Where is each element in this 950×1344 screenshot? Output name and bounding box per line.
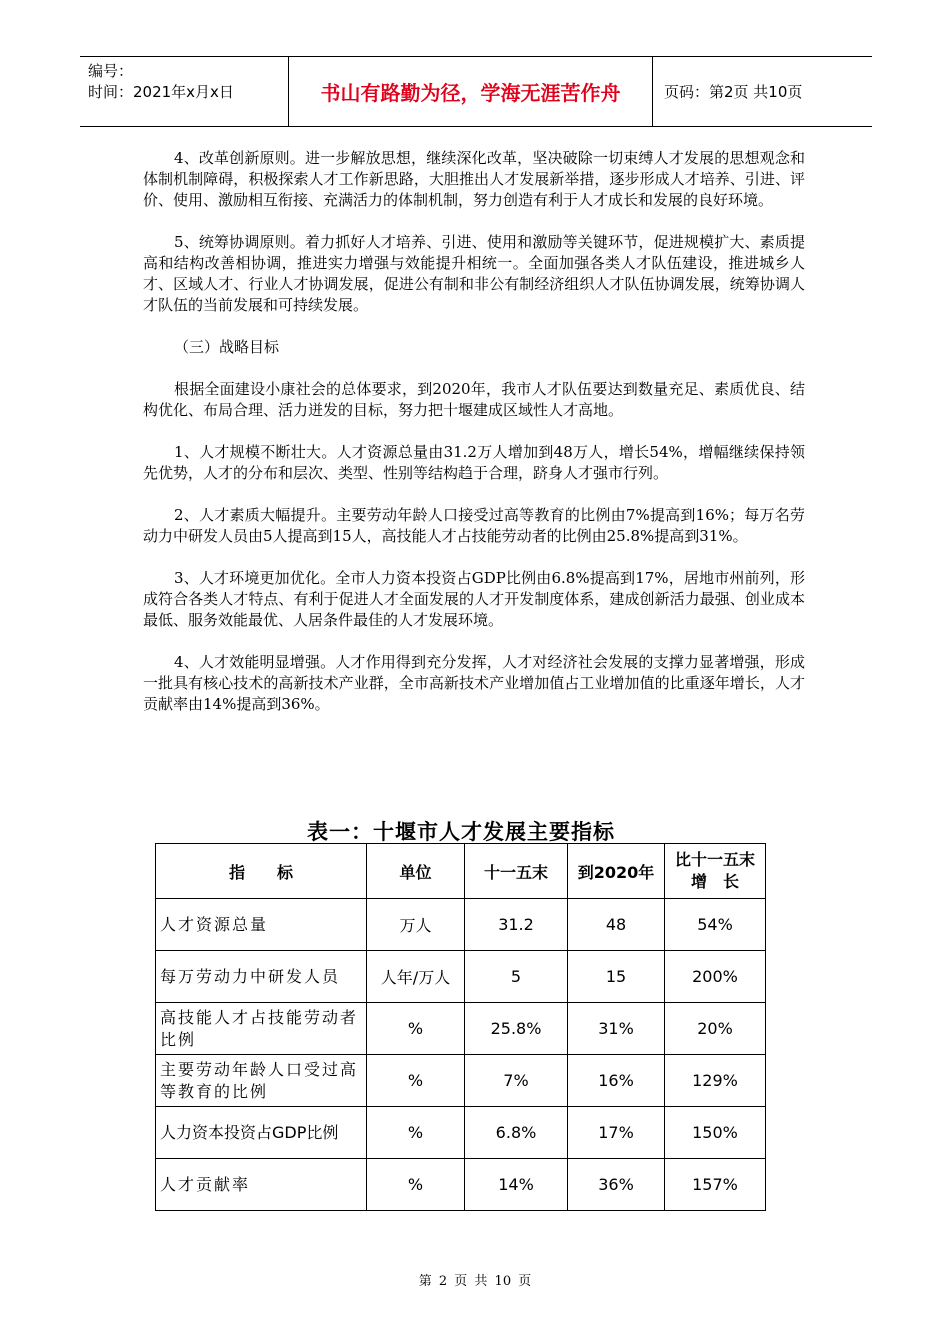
cell-growth: 157% — [665, 1159, 766, 1211]
paragraph: 5、统筹协调原则。着力抓好人才培养、引进、使用和激励等关键环节，促进规模扩大、素质提高和结构改善相协调，推进实力增强与效能提升相统一。全面加强各类人才队伍建设，推进城乡人才、区域人才、行业人才协调发展，促进公有制和非公有制经济组织人才队伍协调发展，统筹协调人才队伍的当前发展和可持续发展。 — [143, 233, 805, 314]
paragraph: 4、改革创新原则。进一步解放思想，继续深化改革，坚决破除一切束缚人才发展的思想观念和体制机制障碍，积极探索人才工作新思路，大胆推出人才发展新举措，逐步形成人才培养、引进、评价、使用、激励相互衔接、充满活力的体制机制，努力创造有利于人才成长和发展的良好环境。 — [143, 149, 805, 209]
paragraph: 1、人才规模不断壮大。人才资源总量由31.2万人增加到48万人，增长54%，增幅继续保持领先优势，人才的分布和层次、类型、性别等结构趋于合理，跻身人才强市行列。 — [143, 443, 805, 482]
cell-growth: 150% — [665, 1107, 766, 1159]
cell-indicator: 每万劳动力中研发人员 — [156, 951, 367, 1003]
cell-baseline: 14% — [465, 1159, 568, 1211]
page-header — [80, 56, 872, 127]
cell-growth: 54% — [665, 899, 766, 951]
table-title: 表一：十堰市人才发展主要指标 — [307, 820, 615, 844]
cell-unit: 人年/万人 — [367, 951, 465, 1003]
cell-indicator: 人力资本投资占GDP比例 — [156, 1107, 367, 1159]
table-row — [156, 899, 766, 951]
cell-target: 31% — [568, 1003, 665, 1055]
col-header-growth: 比十一五末增 长 — [665, 844, 766, 899]
doc-number-label: 编号： — [88, 62, 134, 80]
cell-indicator: 主要劳动年龄人口受过高等教育的比例 — [156, 1055, 367, 1107]
table-row — [156, 1003, 766, 1055]
col-header-unit: 单位 — [367, 844, 465, 899]
paragraph: 3、人才环境更加优化。全市人力资本投资占GDP比例由6.8%提高到17%，居地市州前列，形成符合各类人才特点、有利于促进人才全面发展的人才开发制度体系，建成创新活力最强、创业成本最低、服务效能最优、人居条件最佳的人才发展环境。 — [143, 569, 805, 629]
col-header-baseline: 十一五末 — [465, 844, 568, 899]
table-row — [156, 951, 766, 1003]
cell-target: 16% — [568, 1055, 665, 1107]
page-footer: 第 2 页 共 10 页 — [418, 1274, 532, 1289]
table-row — [156, 1107, 766, 1159]
col-header-target: 到2020年 — [568, 844, 665, 899]
cell-baseline: 7% — [465, 1055, 568, 1107]
col-header-indicator: 指 标 — [156, 844, 367, 899]
indicator-table — [155, 843, 766, 1211]
cell-target: 17% — [568, 1107, 665, 1159]
cell-baseline: 25.8% — [465, 1003, 568, 1055]
doc-time-label: 时间：2021年x月x日 — [88, 83, 234, 101]
table-header-row — [156, 844, 766, 899]
cell-baseline: 5 — [465, 951, 568, 1003]
cell-unit: % — [367, 1107, 465, 1159]
cell-growth: 129% — [665, 1055, 766, 1107]
paragraph: 4、人才效能明显增强。人才作用得到充分发挥，人才对经济社会发展的支撑力显著增强，形成一批具有核心技术的高新技术产业群，全市高新技术产业增加值占工业增加值的比重逐年增长，人才贡献率由14%提高到36%。 — [143, 653, 805, 713]
table-row — [156, 1055, 766, 1107]
paragraph: 根据全面建设小康社会的总体要求，到2020年，我市人才队伍要达到数量充足、素质优良、结构优化、布局合理、活力迸发的目标，努力把十堰建成区域性人才高地。 — [143, 380, 805, 419]
cell-baseline: 31.2 — [465, 899, 568, 951]
cell-unit: 万人 — [367, 899, 465, 951]
table-row — [156, 1159, 766, 1211]
cell-growth: 20% — [665, 1003, 766, 1055]
cell-target: 15 — [568, 951, 665, 1003]
section-heading: （三）战略目标 — [174, 338, 280, 356]
cell-unit: % — [367, 1003, 465, 1055]
paragraph: 2、人才素质大幅提升。主要劳动年龄人口接受过高等教育的比例由7%提高到16%；每万名劳动力中研发人员由5人提高到15人，高技能人才占技能劳动者的比例由25.8%提高到31%。 — [143, 506, 805, 545]
cell-indicator: 高技能人才占技能劳动者比例 — [156, 1003, 367, 1055]
header-meta — [88, 61, 288, 103]
cell-unit: % — [367, 1159, 465, 1211]
cell-indicator: 人才资源总量 — [156, 899, 367, 951]
cell-target: 48 — [568, 899, 665, 951]
cell-growth: 200% — [665, 951, 766, 1003]
cell-unit: % — [367, 1055, 465, 1107]
header-page-info: 页码：第2页 共10页 — [664, 83, 803, 101]
cell-target: 36% — [568, 1159, 665, 1211]
body-text — [143, 148, 805, 736]
header-motto: 书山有路勤为径，学海无涯苦作舟 — [320, 81, 621, 105]
header-divider — [652, 57, 653, 126]
cell-baseline: 6.8% — [465, 1107, 568, 1159]
cell-indicator: 人才贡献率 — [156, 1159, 367, 1211]
